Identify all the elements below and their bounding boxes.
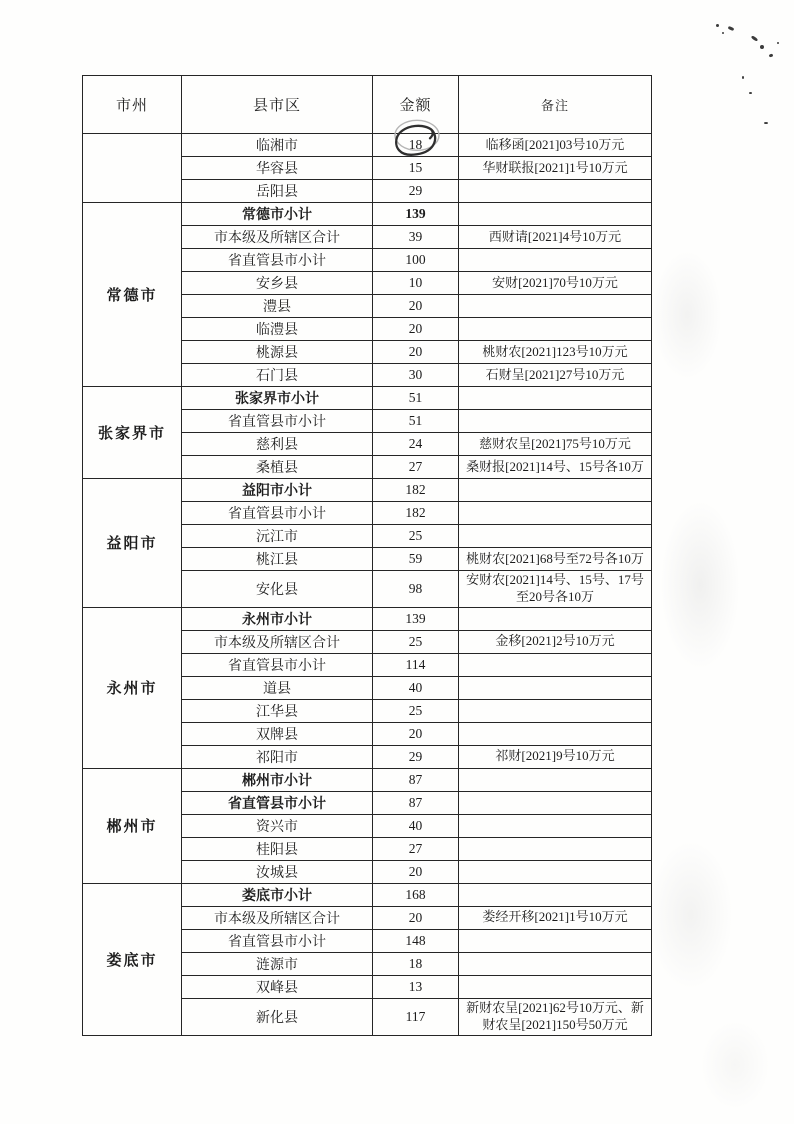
city-cell: 娄底市 bbox=[83, 883, 182, 1035]
note-cell: 桑财报[2021]14号、15号各10万 bbox=[459, 456, 652, 479]
note-cell bbox=[459, 249, 652, 272]
amount-value: 148 bbox=[405, 932, 426, 948]
amount-cell bbox=[373, 134, 459, 157]
amount-value: 98 bbox=[408, 580, 423, 596]
amount-cell bbox=[373, 952, 459, 975]
amount-cell bbox=[373, 157, 459, 180]
district-cell: 省直管县市小计 bbox=[182, 929, 373, 952]
amount-value: 139 bbox=[405, 610, 426, 626]
amount-value: 27 bbox=[408, 840, 423, 856]
amount-cell bbox=[373, 502, 459, 525]
table-row bbox=[83, 387, 652, 410]
note-cell: 临移函[2021]03号10万元 bbox=[459, 134, 652, 157]
amount-value: 10 bbox=[408, 275, 423, 290]
note-cell bbox=[459, 607, 652, 630]
amount-cell bbox=[373, 906, 459, 929]
district-cell: 澧县 bbox=[182, 295, 373, 318]
scan-smudge bbox=[660, 500, 740, 670]
amount-value: 40 bbox=[408, 679, 423, 695]
note-cell: 安财[2021]70号10万元 bbox=[459, 272, 652, 295]
note-cell: 金移[2021]2号10万元 bbox=[459, 630, 652, 653]
amount-cell bbox=[373, 607, 459, 630]
note-cell bbox=[459, 502, 652, 525]
amount-cell bbox=[373, 295, 459, 318]
note-cell bbox=[459, 929, 652, 952]
district-cell: 道县 bbox=[182, 676, 373, 699]
district-cell: 桃江县 bbox=[182, 548, 373, 571]
district-cell: 常德市小计 bbox=[182, 203, 373, 226]
note-cell: 祁财[2021]9号10万元 bbox=[459, 745, 652, 768]
ink-speck bbox=[769, 53, 774, 57]
ink-speck bbox=[722, 32, 724, 34]
ink-speck bbox=[777, 42, 779, 44]
header-amount: 金额 bbox=[373, 76, 459, 134]
table-row bbox=[83, 203, 652, 226]
amount-value: 18 bbox=[408, 955, 423, 971]
amount-value: 139 bbox=[405, 206, 426, 221]
district-cell: 安化县 bbox=[182, 571, 373, 608]
amount-value: 20 bbox=[408, 863, 423, 879]
district-cell: 省直管县市小计 bbox=[182, 502, 373, 525]
amount-value: 25 bbox=[408, 633, 423, 649]
table-header bbox=[83, 76, 652, 134]
ink-speck bbox=[728, 26, 735, 31]
note-cell bbox=[459, 410, 652, 433]
ink-speck bbox=[760, 45, 764, 49]
amount-value: 59 bbox=[408, 551, 423, 566]
amount-cell bbox=[373, 249, 459, 272]
note-cell bbox=[459, 975, 652, 998]
note-cell: 娄经开移[2021]1号10万元 bbox=[459, 906, 652, 929]
amount-cell bbox=[373, 929, 459, 952]
amount-cell bbox=[373, 341, 459, 364]
district-cell: 江华县 bbox=[182, 699, 373, 722]
allocation-table bbox=[82, 75, 652, 1036]
district-cell: 益阳市小计 bbox=[182, 479, 373, 502]
district-cell: 慈利县 bbox=[182, 433, 373, 456]
header-row bbox=[83, 76, 652, 134]
amount-value: 39 bbox=[408, 229, 423, 244]
ink-speck bbox=[764, 122, 768, 124]
note-cell bbox=[459, 837, 652, 860]
district-cell: 华容县 bbox=[182, 157, 373, 180]
district-cell: 新化县 bbox=[182, 998, 373, 1035]
ink-speck bbox=[742, 76, 744, 79]
amount-cell bbox=[373, 998, 459, 1035]
district-cell: 临湘市 bbox=[182, 134, 373, 157]
ink-speck bbox=[716, 24, 719, 27]
amount-cell bbox=[373, 456, 459, 479]
note-cell bbox=[459, 883, 652, 906]
amount-cell bbox=[373, 630, 459, 653]
amount-cell bbox=[373, 814, 459, 837]
amount-cell bbox=[373, 791, 459, 814]
amount-cell bbox=[373, 548, 459, 571]
amount-cell bbox=[373, 203, 459, 226]
note-cell: 石财呈[2021]27号10万元 bbox=[459, 364, 652, 387]
amount-cell bbox=[373, 226, 459, 249]
amount-cell bbox=[373, 653, 459, 676]
scan-smudge bbox=[652, 250, 722, 380]
district-cell: 省直管县市小计 bbox=[182, 410, 373, 433]
note-cell: 安财农[2021]14号、15号、17号至20号各10万 bbox=[459, 571, 652, 608]
district-cell: 张家界市小计 bbox=[182, 387, 373, 410]
amount-value: 40 bbox=[408, 817, 423, 833]
amount-value: 13 bbox=[408, 978, 423, 994]
amount-value: 25 bbox=[408, 528, 423, 543]
district-cell: 汝城县 bbox=[182, 860, 373, 883]
district-cell: 资兴市 bbox=[182, 814, 373, 837]
amount-cell bbox=[373, 272, 459, 295]
amount-cell bbox=[373, 525, 459, 548]
district-cell: 桂阳县 bbox=[182, 837, 373, 860]
district-cell: 省直管县市小计 bbox=[182, 249, 373, 272]
amount-value: 30 bbox=[408, 367, 423, 382]
table-body bbox=[83, 134, 652, 1036]
note-cell bbox=[459, 699, 652, 722]
amount-value: 29 bbox=[408, 183, 423, 198]
amount-value: 18 bbox=[408, 137, 423, 152]
district-cell: 市本级及所辖区合计 bbox=[182, 226, 373, 249]
amount-value: 15 bbox=[408, 160, 423, 175]
district-cell: 市本级及所辖区合计 bbox=[182, 906, 373, 929]
header-district: 县市区 bbox=[182, 76, 373, 134]
note-cell bbox=[459, 653, 652, 676]
scan-smudge bbox=[648, 840, 733, 990]
amount-cell bbox=[373, 768, 459, 791]
amount-cell bbox=[373, 676, 459, 699]
table-row bbox=[83, 607, 652, 630]
note-cell: 慈财农呈[2021]75号10万元 bbox=[459, 433, 652, 456]
note-cell bbox=[459, 952, 652, 975]
district-cell: 安乡县 bbox=[182, 272, 373, 295]
amount-cell bbox=[373, 722, 459, 745]
amount-value: 24 bbox=[408, 436, 423, 451]
table-row bbox=[83, 883, 652, 906]
district-cell: 省直管县市小计 bbox=[182, 791, 373, 814]
district-cell: 娄底市小计 bbox=[182, 883, 373, 906]
district-cell: 桑植县 bbox=[182, 456, 373, 479]
note-cell bbox=[459, 479, 652, 502]
amount-value: 20 bbox=[408, 344, 423, 359]
amount-cell bbox=[373, 860, 459, 883]
amount-value: 100 bbox=[405, 252, 426, 267]
note-cell bbox=[459, 768, 652, 791]
amount-value: 25 bbox=[408, 702, 423, 718]
city-cell: 益阳市 bbox=[83, 479, 182, 608]
note-cell: 华财联报[2021]1号10万元 bbox=[459, 157, 652, 180]
city-cell: 常德市 bbox=[83, 203, 182, 387]
city-cell: 张家界市 bbox=[83, 387, 182, 479]
district-cell: 双峰县 bbox=[182, 975, 373, 998]
ink-speck bbox=[749, 92, 752, 94]
city-cell: 郴州市 bbox=[83, 768, 182, 883]
district-cell: 岳阳县 bbox=[182, 180, 373, 203]
city-cell bbox=[83, 134, 182, 203]
amount-value: 29 bbox=[408, 748, 423, 764]
header-note: 备注 bbox=[459, 76, 652, 134]
district-cell: 临澧县 bbox=[182, 318, 373, 341]
table-row bbox=[83, 479, 652, 502]
amount-value: 20 bbox=[408, 298, 423, 313]
amount-value: 168 bbox=[405, 886, 426, 902]
amount-cell bbox=[373, 699, 459, 722]
amount-cell bbox=[373, 180, 459, 203]
amount-value: 182 bbox=[405, 482, 426, 497]
amount-cell bbox=[373, 745, 459, 768]
amount-value: 20 bbox=[408, 909, 423, 925]
amount-value: 20 bbox=[408, 321, 423, 336]
note-cell bbox=[459, 387, 652, 410]
note-cell bbox=[459, 203, 652, 226]
note-cell bbox=[459, 318, 652, 341]
note-cell: 西财请[2021]4号10万元 bbox=[459, 226, 652, 249]
amount-cell bbox=[373, 410, 459, 433]
note-cell bbox=[459, 525, 652, 548]
amount-cell bbox=[373, 433, 459, 456]
note-cell bbox=[459, 860, 652, 883]
note-cell bbox=[459, 180, 652, 203]
amount-value: 20 bbox=[408, 725, 423, 741]
district-cell: 沅江市 bbox=[182, 525, 373, 548]
amount-value: 87 bbox=[408, 771, 423, 787]
district-cell: 永州市小计 bbox=[182, 607, 373, 630]
amount-value: 87 bbox=[408, 794, 423, 810]
note-cell bbox=[459, 722, 652, 745]
amount-cell bbox=[373, 318, 459, 341]
note-cell bbox=[459, 814, 652, 837]
amount-cell bbox=[373, 364, 459, 387]
table-row bbox=[83, 768, 652, 791]
note-cell: 桃财农[2021]123号10万元 bbox=[459, 341, 652, 364]
ink-speck bbox=[751, 35, 758, 41]
district-cell: 桃源县 bbox=[182, 341, 373, 364]
amount-cell bbox=[373, 479, 459, 502]
table-row bbox=[83, 134, 652, 157]
amount-cell bbox=[373, 883, 459, 906]
district-cell: 郴州市小计 bbox=[182, 768, 373, 791]
amount-cell bbox=[373, 975, 459, 998]
note-cell: 桃财农[2021]68号至72号各10万 bbox=[459, 548, 652, 571]
amount-cell bbox=[373, 837, 459, 860]
note-cell bbox=[459, 791, 652, 814]
amount-value: 51 bbox=[408, 413, 423, 428]
note-cell bbox=[459, 676, 652, 699]
district-cell: 石门县 bbox=[182, 364, 373, 387]
amount-value: 27 bbox=[408, 459, 423, 474]
header-city: 市州 bbox=[83, 76, 182, 134]
amount-value: 182 bbox=[405, 505, 426, 520]
amount-value: 117 bbox=[405, 1008, 426, 1024]
amount-value: 114 bbox=[405, 656, 426, 672]
city-cell: 永州市 bbox=[83, 607, 182, 768]
note-cell bbox=[459, 295, 652, 318]
amount-value: 51 bbox=[408, 390, 423, 405]
scan-smudge bbox=[700, 1020, 770, 1110]
amount-cell bbox=[373, 571, 459, 608]
district-cell: 省直管县市小计 bbox=[182, 653, 373, 676]
district-cell: 祁阳市 bbox=[182, 745, 373, 768]
district-cell: 市本级及所辖区合计 bbox=[182, 630, 373, 653]
district-cell: 双牌县 bbox=[182, 722, 373, 745]
amount-cell bbox=[373, 387, 459, 410]
district-cell: 涟源市 bbox=[182, 952, 373, 975]
note-cell: 新财农呈[2021]62号10万元、新财农呈[2021]150号50万元 bbox=[459, 998, 652, 1035]
